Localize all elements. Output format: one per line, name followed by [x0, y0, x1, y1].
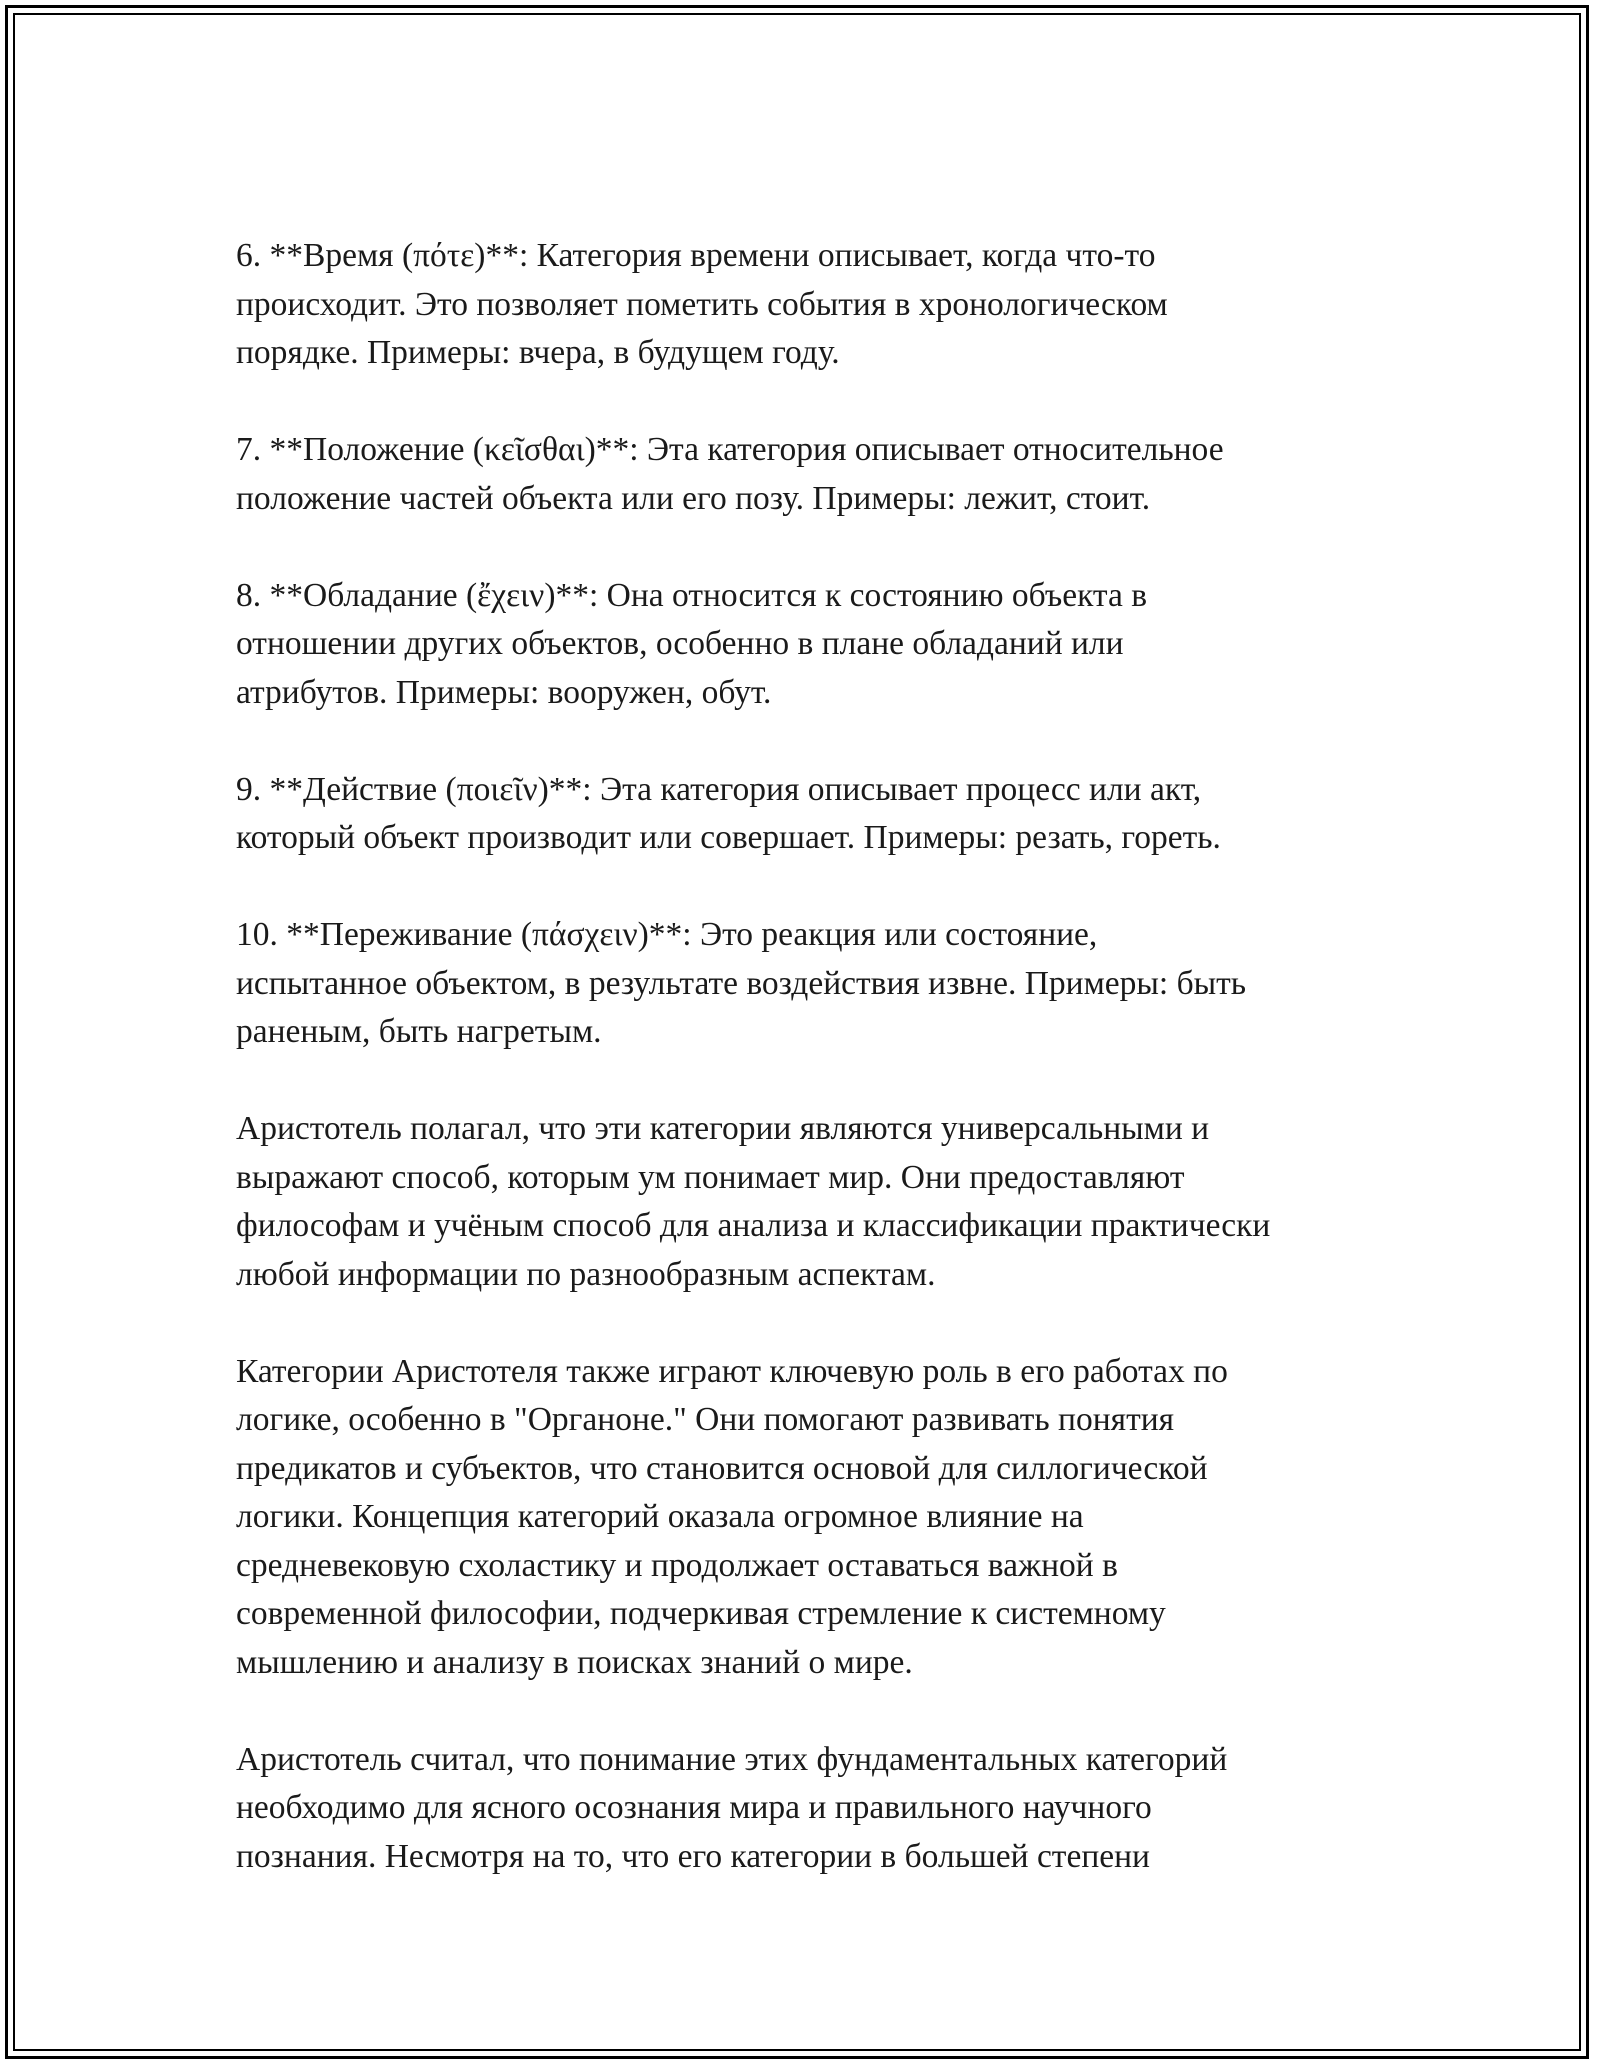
text-line: познания. Несмотря на то, что его категории в большей степени — [236, 1837, 1150, 1875]
text-line: испытанное объектом, в результате воздействия извне. Примеры: быть — [236, 964, 1247, 1002]
text-line: логики. Концепция категорий оказала огромное влияние на — [236, 1498, 1084, 1535]
text-line: происходит. Это позволяет пометить события в хронологическом — [236, 285, 1168, 323]
paragraph-universality — [236, 1105, 1396, 1299]
text-line: философам и учёным способ для анализа и классификации практически — [236, 1207, 1271, 1244]
paragraph-item-6 — [236, 232, 1396, 378]
text-line: Аристотель считал, что понимание этих фундаментальных категорий — [236, 1740, 1228, 1778]
text-line: 6. **Время (πότε)**: Категория времени описывает, когда что-то — [236, 237, 1156, 274]
text-line: логике, особенно в "Органоне." Они помогают развивать понятия — [236, 1401, 1175, 1438]
text-line: 10. **Переживание (πάσχειν)**: Это реакция или состояние, — [236, 916, 1098, 953]
text-line: Аристотель полагал, что эти категории являются универсальными и — [236, 1110, 1210, 1147]
paragraph-item-7 — [236, 426, 1396, 523]
text-line: любой информации по разнообразным аспектам. — [236, 1255, 936, 1293]
text-line: средневековую схоластику и продолжает оставаться важной в — [236, 1546, 1118, 1584]
text-line: 8. **Обладание (ἔχειν)**: Она относится к состоянию объекта в — [236, 576, 1148, 614]
text-line: порядке. Примеры: вчера, в будущем году. — [236, 334, 840, 371]
text-line: который объект производит или совершает. Примеры: резать, гореть. — [236, 819, 1221, 856]
text-line: выражают способ, которым ум понимает мир. Они предоставляют — [236, 1158, 1185, 1196]
text-line: современной философии, подчеркивая стремление к системному — [236, 1595, 1166, 1632]
text-line: мышлению и анализу в поисках знаний о мире. — [236, 1643, 913, 1681]
text-line: 9. **Действие (ποιεῖν)**: Эта категория описывает процесс или акт, — [236, 770, 1202, 808]
paragraph-conclusion — [236, 1736, 1396, 1882]
text-line: предикатов и субъектов, что становится основой для силлогической — [236, 1449, 1208, 1487]
text-line: положение частей объекта или его позу. Примеры: лежит, стоит. — [236, 479, 1151, 517]
text-line: раненым, быть нагретым. — [236, 1013, 602, 1050]
paragraph-item-10 — [236, 911, 1396, 1057]
text-line: необходимо для ясного осознания мира и правильного научного — [236, 1789, 1152, 1826]
text-line: отношении других объектов, особенно в плане обладаний или — [236, 625, 1124, 662]
text-line: атрибутов. Примеры: вооружен, обут. — [236, 673, 772, 711]
text-line: Категории Аристотеля также играют ключевую роль в его работах по — [236, 1352, 1228, 1390]
text-line: 7. **Положение (κεῖσθαι)**: Эта категория описывает относительное — [236, 431, 1224, 468]
document-body — [236, 232, 1396, 1881]
paragraph-organon — [236, 1348, 1396, 1688]
paragraph-item-9 — [236, 766, 1396, 863]
paragraph-item-8 — [236, 572, 1396, 718]
